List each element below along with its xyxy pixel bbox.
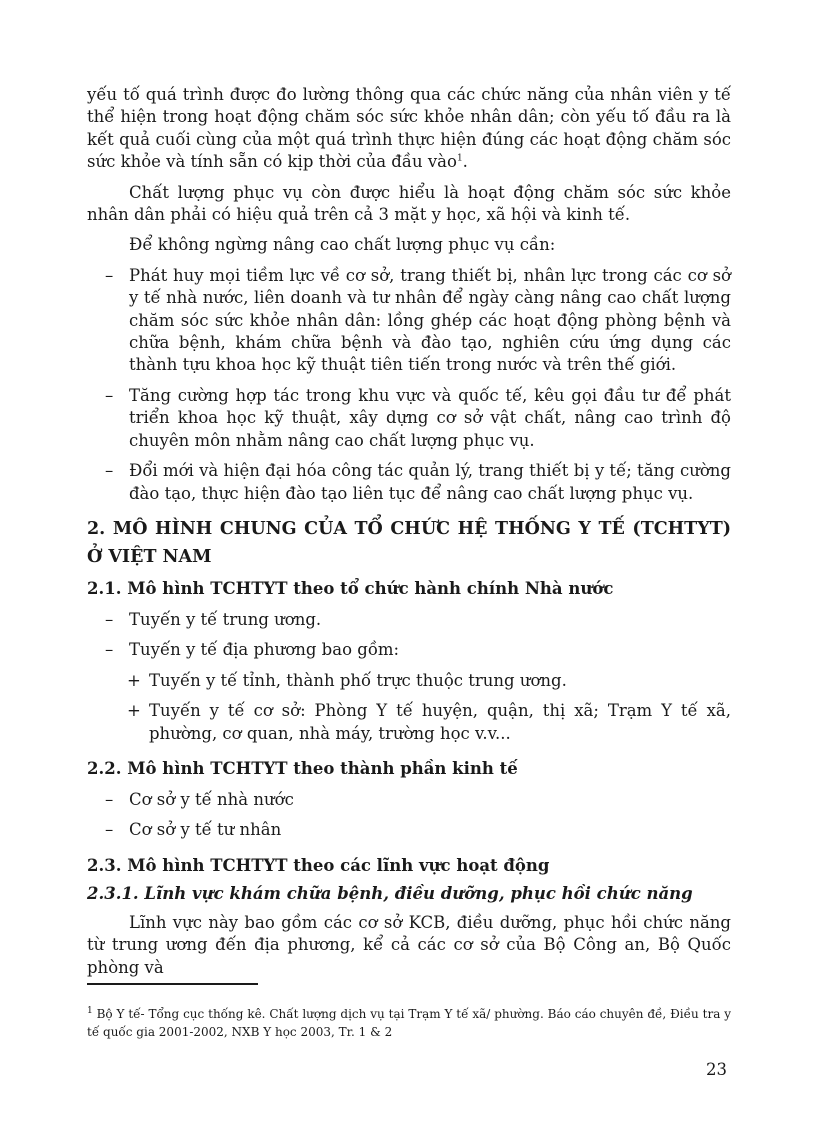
dash-bullet: –: [105, 609, 114, 629]
dash-bullet: –: [105, 461, 114, 481]
list-item: – Phát huy mọi tiềm lực về cơ sở, trang thiết bị, nhân lực trong các cơ sở y tế nhà nước, liên doanh và tư nhân để ngày càng nâng cao chất lượng chăm sóc sức khỏe nhân dân: lồng ghép các hoạt động phòng bệnh và chữa bệnh, khám chữa bệnh và đào tạo, nghiên cứu ứng dụng các thành tựu khoa học kỹ thuật tiên tiến trong nước và trên thế giới.: [105, 265, 731, 375]
list-item: – Tăng cường hợp tác trong khu vực và quốc tế, kêu gọi đầu tư để phát triển khoa học kỹ thuật, xây dựng cơ sở vật chất, nâng cao trình độ chuyên môn nhằm nâng cao chất lượng phục vụ.: [105, 385, 731, 450]
section-heading-2-3: 2.3. Mô hình TCHTYT theo các lĩnh vực hoạt động: [87, 855, 550, 875]
dash-bullet: –: [105, 265, 114, 285]
plus-bullet: +: [127, 670, 141, 690]
footnote-reference[interactable]: 1: [456, 153, 463, 164]
footnote: $^1$ Bộ Y tế- Tổng cục thống kê. Chất lượng dịch vụ tại Trạm Y tế xã/ phường. Báo cáo chuyên đề, Điều tra y tế quốc gia 2001-2002, NXB Y học 2003, Tr. 1 & 2: [87, 1006, 731, 1039]
paragraph-2: Chất lượng phục vụ còn được hiểu là hoạt động chăm sóc sức khỏe nhân dân phải có hiệu quả trên cả 3 mặt y học, xã hội và kinh tế.: [87, 182, 731, 225]
page-number: 23: [706, 1060, 727, 1079]
dash-bullet: –: [105, 640, 114, 660]
footnote-divider: [87, 983, 258, 985]
section-heading-2-1: 2.1. Mô hình TCHTYT theo tổ chức hành chính Nhà nước: [87, 578, 614, 598]
page-body: [87, 84, 731, 987]
section-heading-2: 2. MÔ HÌNH CHUNG CỦA TỔ CHỨC HỆ THỐNG Y TẾ (TCHTYT) Ở VIỆT NAM: [87, 518, 731, 567]
list-item: – Cơ sở y tế tư nhân: [87, 819, 731, 841]
plus-bullet: +: [127, 701, 141, 721]
list-item: – Tuyến y tế trung ương.: [87, 609, 731, 631]
sub-list-item: + Tuyến y tế tỉnh, thành phố trực thuộc trung ương.: [87, 670, 731, 692]
paragraph-4: Lĩnh vực này bao gồm các cơ sở KCB, điều dưỡng, phục hồi chức năng từ trung ương đến địa phương, kể cả các cơ sở của Bộ Công an, Bộ Quốc phòng và: [87, 912, 731, 977]
section-heading-2-3-1: 2.3.1. Lĩnh vực khám chữa bệnh, điều dưỡng, phục hồi chức năng: [87, 883, 693, 903]
list-item: – Cơ sở y tế nhà nước: [87, 789, 731, 811]
dash-bullet: –: [105, 820, 114, 840]
list-item: – Đổi mới và hiện đại hóa công tác quản lý, trang thiết bị y tế; tăng cường đào tạo, thực hiện đào tạo liên tục để nâng cao chất lượng phục vụ.: [105, 461, 731, 503]
section-heading-2-2: 2.2. Mô hình TCHTYT theo thành phần kinh tế: [87, 758, 518, 778]
dash-bullet: –: [105, 385, 114, 405]
list-item: – Tuyến y tế địa phương bao gồm:: [87, 639, 731, 661]
paragraph-3: Để không ngừng nâng cao chất lượng phục vụ cần:: [129, 235, 556, 255]
sub-list-item: + Tuyến y tế cơ sở: Phòng Y tế huyện, quận, thị xã; Trạm Y tế xã, phường, cơ quan, nhà máy, trường học v.v...: [127, 701, 731, 743]
paragraph-1: yếu tố quá trình được đo lường thông qua các chức năng của nhân viên y tế thể hiện trong hoạt động chăm sóc sức khỏe nhân dân; còn yếu tố đầu ra là kết quả cuối cùng của một quá trình thực hiện đúng các hoạt động chăm sóc sức khỏe và tính sẵn có kịp thời của đầu vào$^1$.: [87, 85, 731, 172]
dash-bullet: –: [105, 789, 114, 809]
